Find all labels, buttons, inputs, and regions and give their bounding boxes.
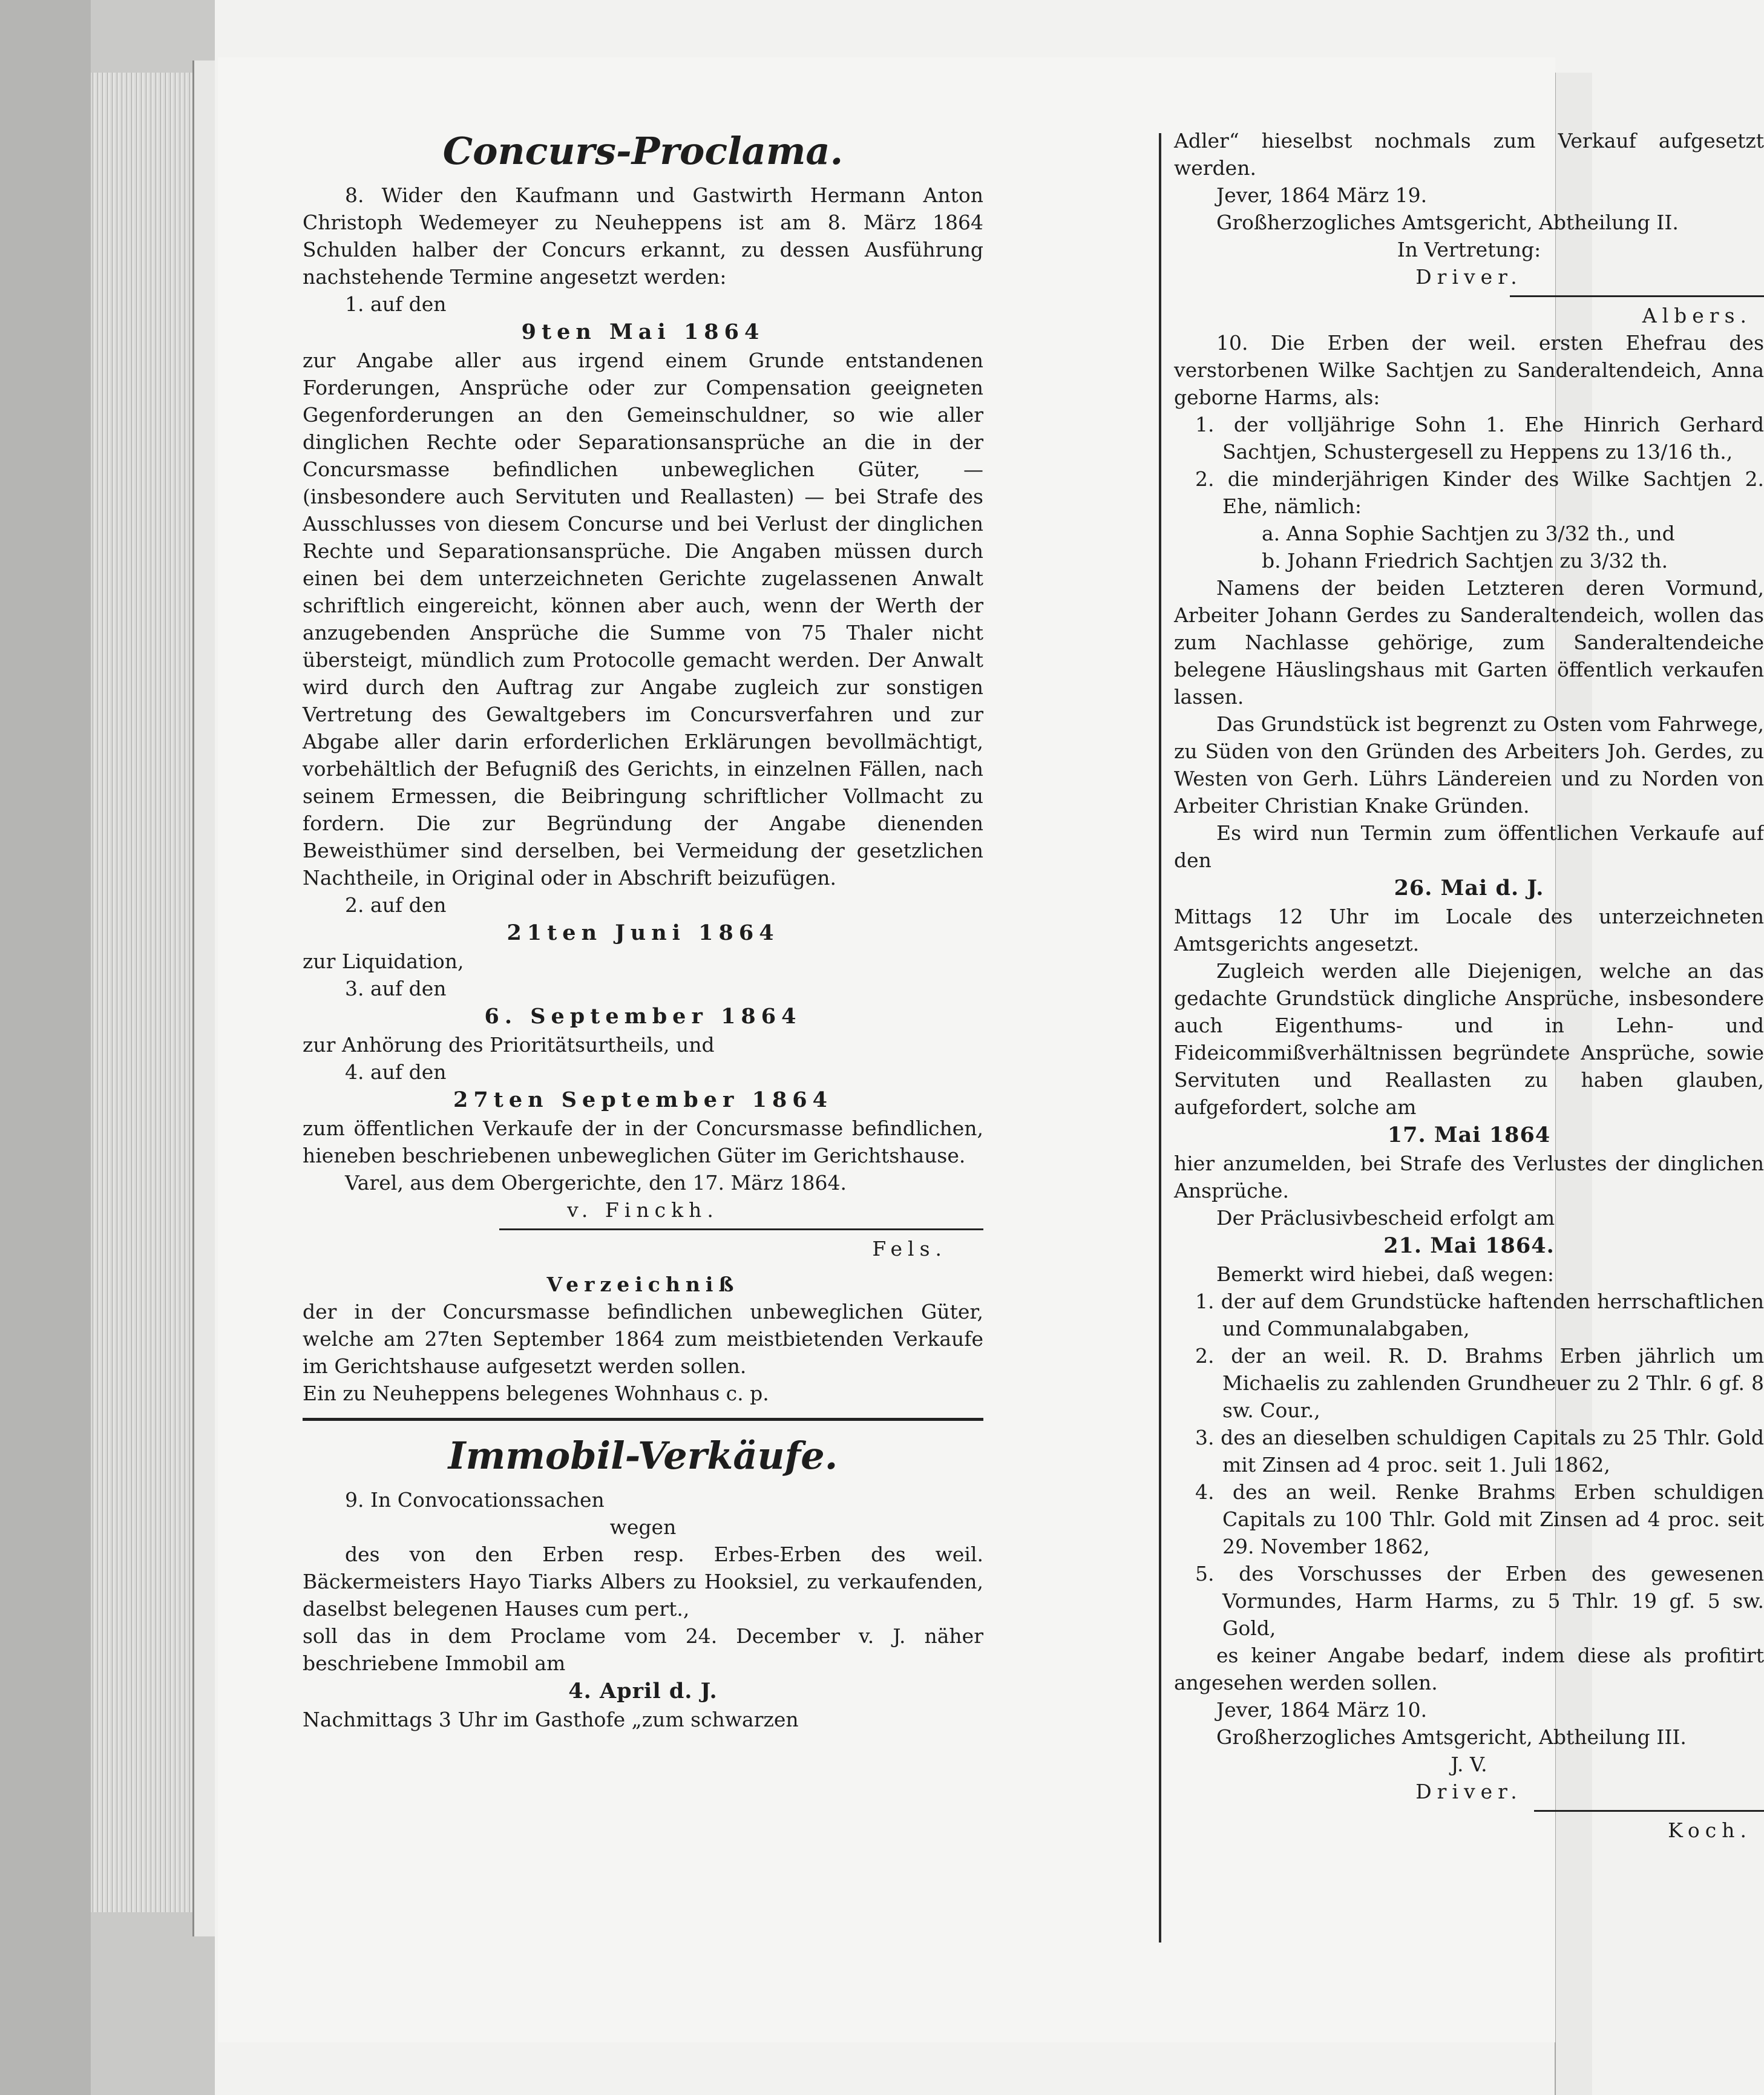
heir-2a: a. Anna Sophie Sachtjen zu 3/32 th., und — [1262, 522, 1675, 545]
notice-10-term: Es wird nun Termin zum öffentlichen Verkaufe auf den — [1174, 821, 1764, 872]
heir-2: 2. die minderjährigen Kinder des Wilke Sachtjen 2. Ehe, nämlich: — [1195, 467, 1764, 518]
signature-rule — [499, 1228, 983, 1230]
remark-4: 4. des an weil. Renke Brahms Erben schuldigen Capitals zu 100 Thlr. Gold mit Zinsen ad 4 proc. seit 29. November 1862, — [1195, 1480, 1764, 1558]
term-1: 1. auf den — [345, 292, 447, 316]
notice-9-time: Nachmittags 3 Uhr im Gasthofe „zum schwarzen — [303, 1708, 799, 1731]
signature-rule-2 — [1510, 295, 1764, 297]
notice-9-intro: 9. In Convocationssachen — [345, 1488, 605, 1512]
term-2: 2. auf den — [345, 893, 447, 917]
term-3: 3. auf den — [345, 977, 447, 1000]
date-10: 26. Mai d. J. — [1394, 876, 1544, 900]
notice-10: 10. Die Erben der weil. ersten Ehefrau des verstorbenen Wilke Sachtjen zu Sanderaltendeich, Anna geborne Harms, als: — [1174, 331, 1764, 409]
signature-driver-2: Driver. — [1415, 1780, 1523, 1803]
section-rule — [303, 1418, 983, 1421]
signature-fels: Fels. — [872, 1237, 947, 1261]
notice-10-claims: Zugleich werden alle Diejenigen, welche an das gedachte Grundstück dingliche Ansprüche, insbesondere auch Eigenthums- und in Lehn- und Fideicommißverhältnissen begründete Ansprüche, sowie Servituten und Reallasten zu haben glauben, aufgefordert, solche am — [1174, 959, 1764, 1119]
right-column — [1174, 127, 1764, 1844]
remark-3: 3. des an dieselben schuldigen Capitals zu 25 Thlr. Gold mit Zinsen ad 4 proc. seit 1. Juli 1862, — [1195, 1426, 1764, 1477]
column-divider — [1159, 133, 1161, 1943]
heading-concurs-proclama: Concurs-Proclama. — [442, 129, 844, 173]
date-2: 21ten Juni 1864 — [507, 920, 779, 945]
left-column — [303, 127, 983, 1733]
place-date-jever-1: Jever, 1864 März 19. — [1216, 183, 1428, 207]
signature-koch: Koch. — [1668, 1818, 1752, 1842]
in-vertretung: In Vertretung: — [1397, 238, 1541, 261]
date-1: 9ten Mai 1864 — [521, 320, 765, 344]
notice-9-wegen: wegen — [609, 1515, 677, 1539]
notice-9-subject: des von den Erben resp. Erbes-Erben des weil. Bäckermeisters Hayo Tiarks Albers zu Hooksiel, zu verkaufenden, daselbst belegenen Hauses cum pert., — [303, 1543, 983, 1621]
notice-8: 8. Wider den Kaufmann und Gastwirth Hermann Anton Christoph Wedemeyer zu Neuheppens ist am 8. März 1864 Schulden halber der Concurs erkannt, zu dessen Ausführung nachstehende Termine angesetzt werden: — [303, 183, 983, 289]
date-9: 4. April d. J. — [568, 1679, 718, 1703]
court-abtheilung-2: Großherzogliches Amtsgericht, Abtheilung II. — [1216, 211, 1679, 234]
notice-10-sale: Namens der beiden Letzteren deren Vormund, Arbeiter Johann Gerdes zu Sanderaltendeich, wollen das zum Nachlasse gehörige, zum Sanderaltendeiche belegene Häuslingshaus mit Garten öffentlich verkaufen lassen. — [1174, 576, 1764, 709]
verzeichnis-title: Verzeichniß — [546, 1273, 739, 1296]
notice-10-penalty: hier anzumelden, bei Strafe des Verlustes der dinglichen Ansprüche. — [1174, 1152, 1764, 1202]
heading-immobil-verkaeufe: Immobil-Verkäufe. — [448, 1434, 838, 1478]
remark-5: 5. des Vorschusses der Erben des gewesenen Vormundes, Harm Harms, zu 5 Thlr. 19 gf. 5 sw. Gold, — [1195, 1562, 1764, 1640]
remark-1: 1. der auf dem Grundstücke haftenden herrschaftlichen und Communalabgaben, — [1195, 1290, 1764, 1340]
notice-10-time: Mittags 12 Uhr im Locale des unterzeichneten Amtsgerichts angesetzt. — [1174, 905, 1764, 956]
notice-8-body: zur Angabe aller aus irgend einem Grunde entstandenen Forderungen, Ansprüche oder zur Compensation geeigneten Gegenforderungen an den Gemeinschuldner, so wie aller dinglichen Rechte oder Separationsansprüche an die in der Concursmasse befindlichen unbeweglichen Güter, — (insbesondere auch Servituten und Reallasten) — bei Strafe des Ausschlusses von diesem Concurse und bei Verlust der dinglichen Rechte und Separationsansprüche. Die Angaben müssen durch einen bei dem unterzeichneten Gerichte zugelassenen Anwalt schriftlich eingereicht, können aber auch, wenn der Werth der anzugebenden Ansprüche die Summe von 75 Thaler nicht übersteigt, mündlich zum Protocolle gemacht werden. Der Anwalt wird durch den Auftrag zur Angabe zugleich zur sonstigen Vertretung des Gewaltgebers im Concursverfahren und zur Abgabe aller darin erforderlichen Erklärungen bevollmächtigt, vorbehältlich der Befugniß des Gerichts, in einzelnen Fällen, nach seinem Ermessen, die Beibringung schriftlicher Vollmacht zu fordern. Die zur Begründung der Angabe dienenden Beweisthümer sind derselben, bei Vermeidung der gesetzlichen Nachtheile, in Original oder in Abschrift beizufügen. — [303, 349, 983, 890]
i-v: J. V. — [1451, 1752, 1487, 1776]
term-4: 4. auf den — [345, 1060, 447, 1084]
term-2-purpose: zur Liquidation, — [303, 949, 464, 973]
term-3-purpose: zur Anhörung des Prioritätsurtheils, und — [303, 1033, 715, 1057]
signature-finckh: v. Finckh. — [567, 1198, 719, 1222]
notice-10-preclusion: Der Präclusivbescheid erfolgt am — [1216, 1206, 1555, 1230]
term-4-purpose: zum öffentlichen Verkaufe der in der Concursmasse befindlichen, hieneben beschriebenen unbeweglichen Güter im Gerichtshause. — [303, 1116, 983, 1167]
place-date: Varel, aus dem Obergerichte, den 17. März 1864. — [345, 1171, 847, 1195]
remark-2: 2. der an weil. R. D. Brahms Erben jährlich um Michaelis zu zahlenden Grundheuer zu 2 Thlr. 6 gf. 8 sw. Cour., — [1195, 1344, 1764, 1422]
verzeichnis-text: der in der Concursmasse befindlichen unbeweglichen Güter, welche am 27ten September 1864 zum meistbietenden Verkaufe im Gerichtshause aufgesetzt werden sollen. — [303, 1300, 983, 1378]
notice-9-body: soll das in dem Proclame vom 24. December v. J. näher beschriebene Immobil am — [303, 1624, 983, 1675]
book-gutter — [192, 61, 215, 1936]
signature-rule-3 — [1534, 1810, 1764, 1812]
verzeichnis-item: Ein zu Neuheppens belegenes Wohnhaus c. p. — [303, 1382, 769, 1405]
book-cover-shadow — [0, 0, 91, 2095]
notice-9-continued: Adler“ hieselbst nochmals zum Verkauf aufgesetzt werden. — [1174, 129, 1764, 180]
book-edge — [0, 0, 215, 2095]
date-4: 27ten September 1864 — [453, 1087, 833, 1112]
heir-1: 1. der volljährige Sohn 1. Ehe Hinrich Gerhard Sachtjen, Schustergesell zu Heppens zu 13/16 th., — [1195, 413, 1764, 464]
signature-albers: Albers. — [1642, 304, 1752, 327]
court-abtheilung-3: Großherzogliches Amtsgericht, Abtheilung III. — [1216, 1725, 1687, 1749]
date-3: 6. September 1864 — [484, 1004, 802, 1029]
notice-10-boundaries: Das Grundstück ist begrenzt zu Osten vom Fahrwege, zu Süden von den Gründen des Arbeiters Joh. Gerdes, zu Westen von Gerh. Lührs Ländereien und zu Norden von Arbeiter Christian Knake Gründen. — [1174, 712, 1764, 818]
heir-2b: b. Johann Friedrich Sachtjen zu 3/32 th. — [1262, 549, 1668, 572]
signature-driver-1: Driver. — [1415, 265, 1523, 289]
notice-10-closing: es keiner Angabe bedarf, indem diese als profitirt angesehen werden sollen. — [1174, 1644, 1764, 1694]
page — [218, 57, 1764, 2042]
place-date-jever-2: Jever, 1864 März 10. — [1216, 1698, 1428, 1722]
notice-10-remark: Bemerkt wird hiebei, daß wegen: — [1216, 1262, 1554, 1286]
date-11: 17. Mai 1864 — [1387, 1123, 1551, 1147]
date-12: 21. Mai 1864. — [1383, 1233, 1555, 1258]
